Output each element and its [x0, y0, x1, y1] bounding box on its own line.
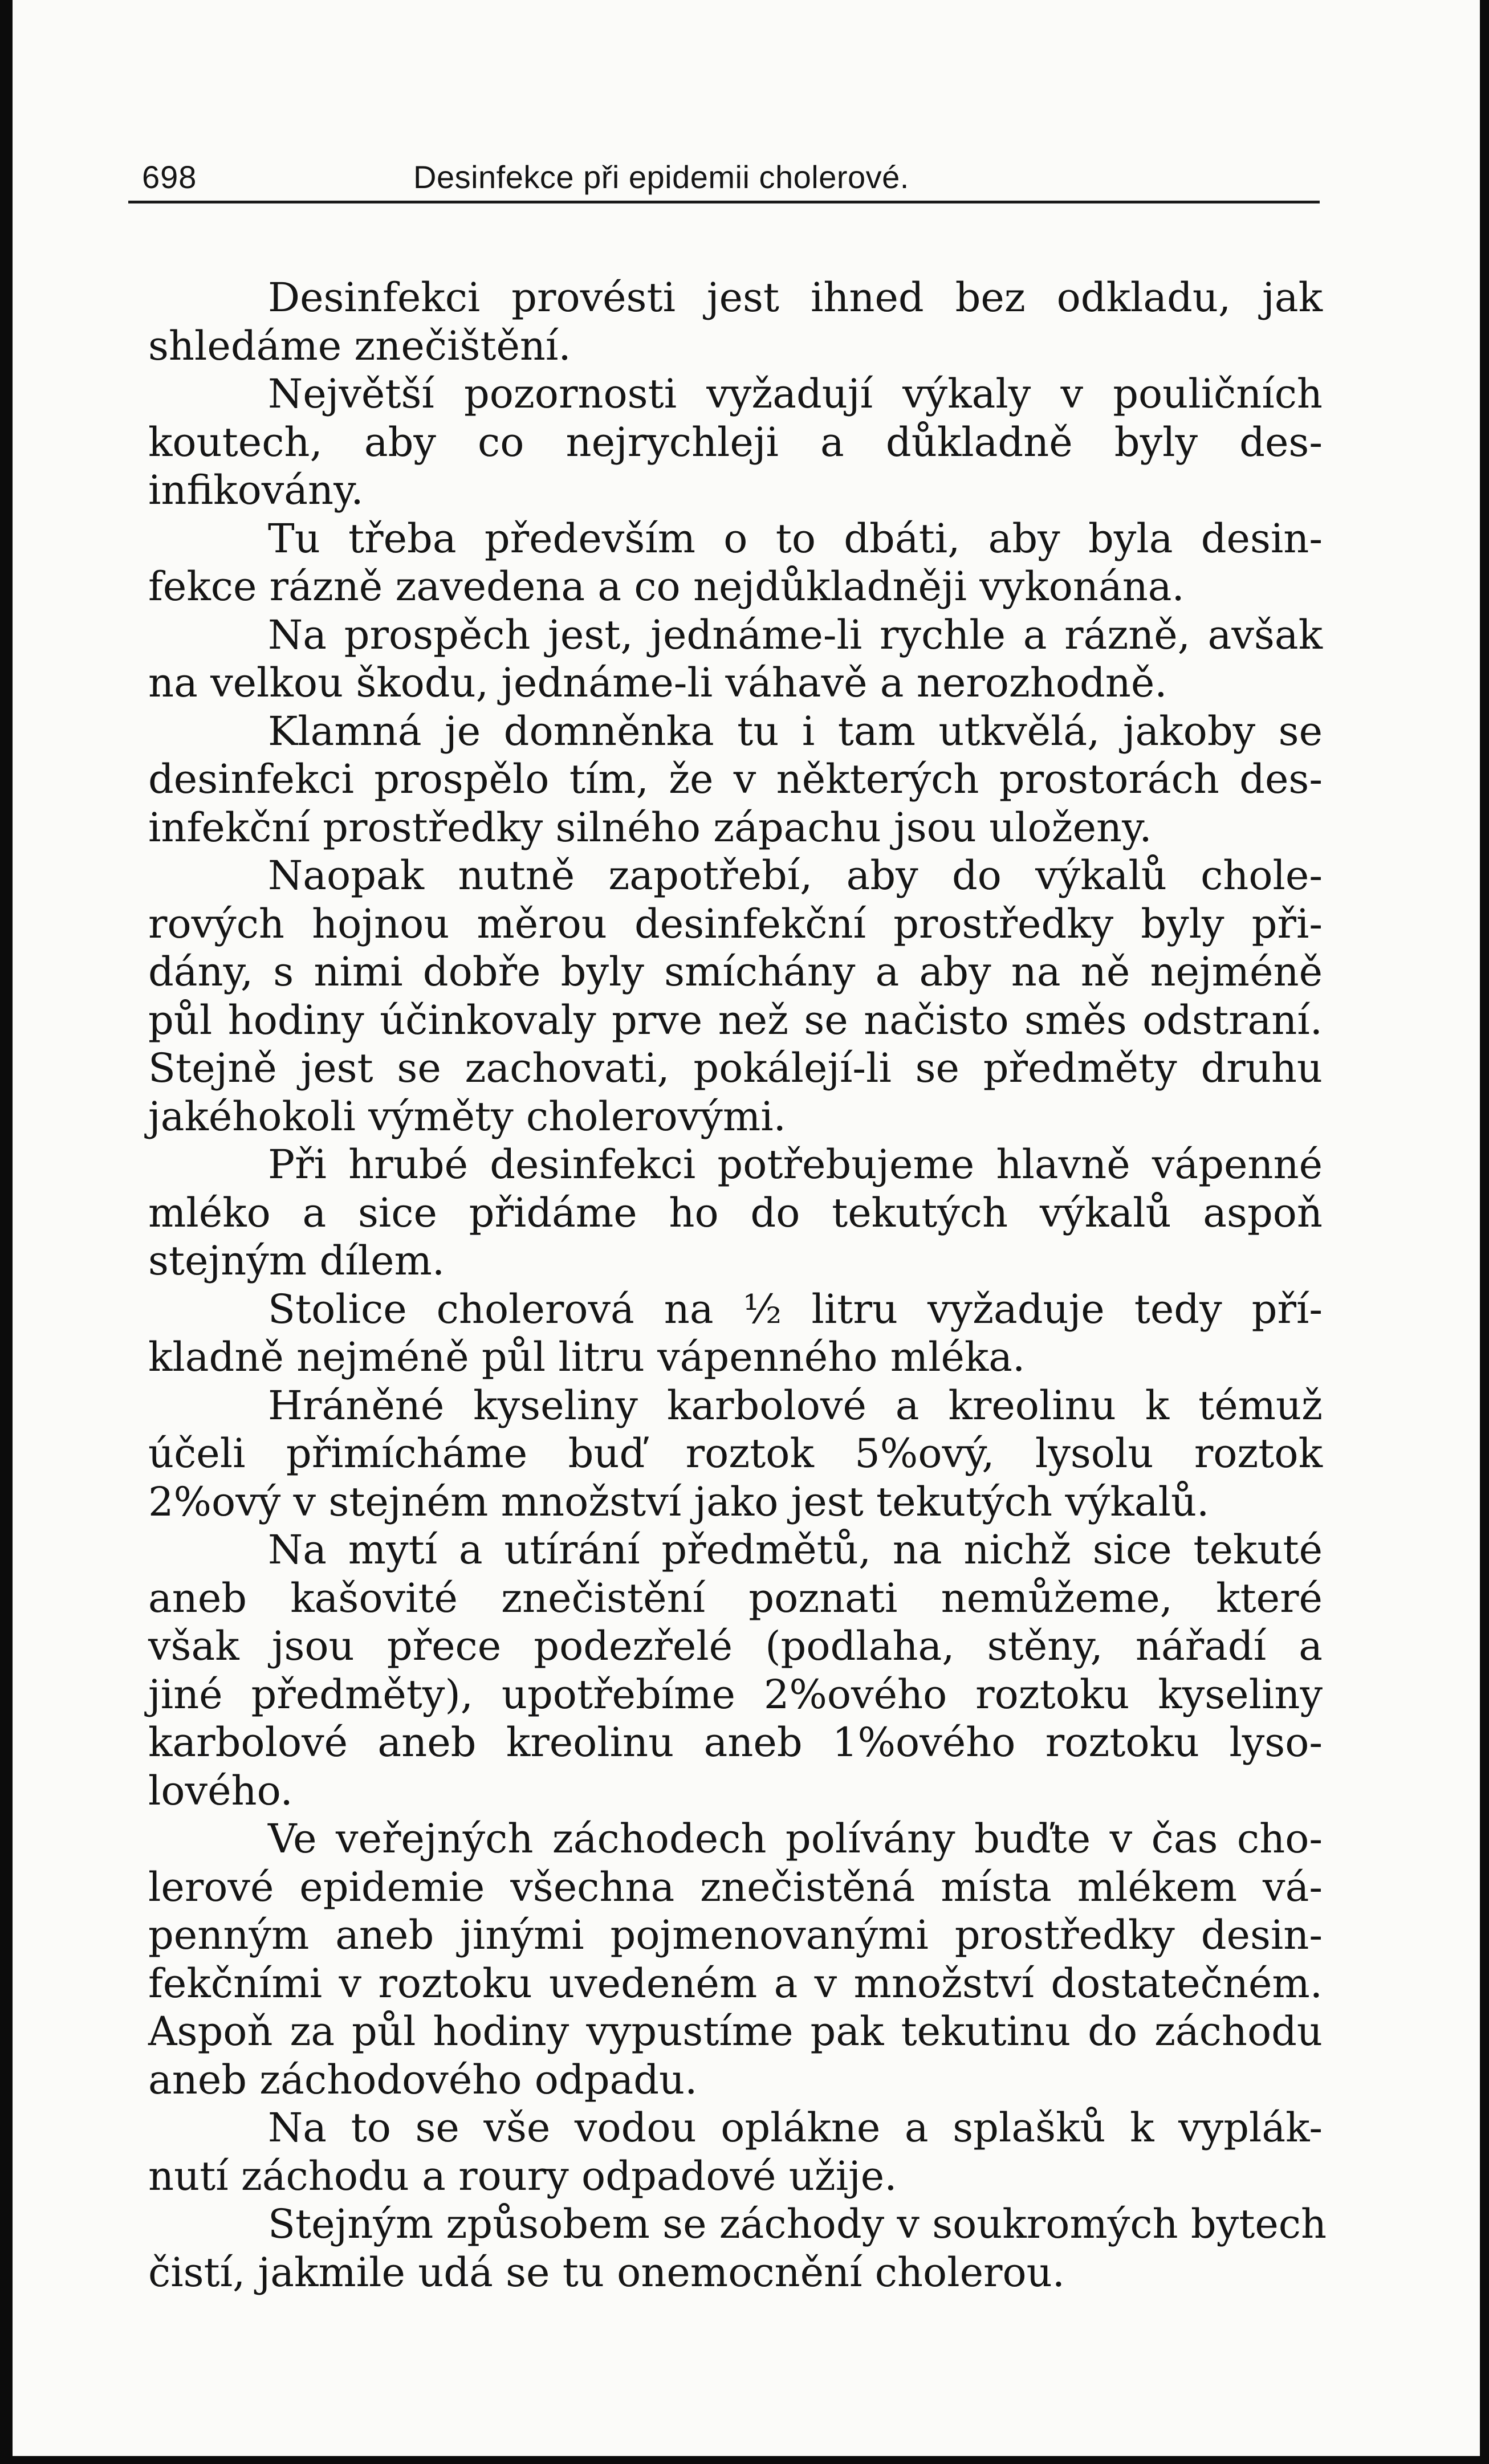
text-line: lerové epidemie všechna znečistěná místa mlékem vá- [148, 1863, 1323, 1911]
text-line: mléko a sice přidáme ho do tekutých výkalů aspoň [148, 1189, 1323, 1236]
text-line: Stejně jest se zachovati, pokálejí-li se předměty druhu [148, 1045, 1323, 1092]
text-line: Desinfekci provésti jest ihned bez odkladu, jak [268, 274, 1323, 321]
text-line: čistí, jakmile udá se tu onemocnění cholerou. [148, 2249, 1065, 2296]
text-line: kladně nejméně půl litru vápenného mléka. [148, 1334, 1026, 1380]
text-line: účeli přimícháme buď roztok 5%ový, lysolu roztok [148, 1430, 1323, 1477]
text-line: fekčními v roztoku uvedeném a v množství dostatečném. [148, 1960, 1323, 2007]
text-line: na velkou škodu, jednáme-li váhavě a nerozhodně. [148, 659, 1167, 706]
text-line: shledáme znečištění. [148, 322, 571, 369]
text-line: desinfekci prospělo tím, že v některých prostorách des- [148, 756, 1323, 803]
text-line: půl hodiny účinkovaly prve než se načisto směs odstraní. [148, 996, 1323, 1044]
text-line: Na to se vše vodou opláknе a splašků k vyplák- [268, 2104, 1323, 2151]
scan-border-left [0, 0, 13, 2464]
text-line: aneb záchodového odpadu. [148, 2056, 698, 2103]
text-line: rových hojnou měrou desinfekční prostředky byly při- [148, 900, 1323, 947]
text-line: jiné předměty), upotřebíme 2%ového roztoku kyseliny [148, 1671, 1323, 1718]
text-line: stejným dílem. [148, 1237, 445, 1284]
text-line: Na prospěch jest, jednáme-li rychle a rázně, avšak [268, 611, 1323, 658]
text-line: karbolové aneb kreolinu aneb 1%ového roztoku lyso- [148, 1719, 1323, 1766]
text-line: aneb kašovité znečistění poznati nemůžeme, které [148, 1574, 1323, 1622]
text-line: penným aneb jinými pojmenovanými prostředky desin- [148, 1912, 1323, 1958]
text-line: fekce rázně zavedena a co nejdůkladněji vykonána. [148, 563, 1185, 610]
text-line: dány, s nimi dobře byly smíchány a aby na ně nejméně [148, 948, 1323, 995]
scan-border-right [1480, 0, 1489, 2464]
text-line: Hráněné kyseliny karbolové a kreolinu k témuž [268, 1382, 1323, 1429]
page-header [128, 154, 1320, 203]
text-line: Ve veřejných záchodech polívány buďte v čas cho- [268, 1815, 1323, 1862]
text-line: Na mytí a utírání předmětů, na nichž sice tekuté [268, 1526, 1323, 1573]
text-line: koutech, aby co nejrychleji a důkladně byly des- [148, 418, 1323, 466]
text-line: Při hrubé desinfekci potřebujeme hlavně vápenné [268, 1141, 1323, 1188]
text-line: infikovány. [148, 467, 364, 514]
text-line: Aspoň za půl hodiny vypustíme pak tekutinu do záchodu [148, 2008, 1323, 2055]
text-line: Stejným způsobem se záchody v soukromých bytech [268, 2201, 1327, 2247]
text-line: Klamná je domněnka tu i tam utkvělá, jakoby se [268, 707, 1323, 755]
text-line: lového. [148, 1767, 293, 1814]
scan-border-bottom [0, 2456, 1489, 2464]
running-title: Desinfekce při epidemii cholerové. [413, 159, 909, 195]
text-line: jakéhokoli výměty cholerovými. [148, 1093, 786, 1140]
page-number: 698 [142, 159, 197, 195]
text-line: Naopak nutně zapotřebí, aby do výkalů chole- [268, 852, 1323, 899]
text-line: nutí záchodu a roury odpadové užije. [148, 2152, 897, 2200]
text-line: Stolice cholerová na ½ litru vyžaduje tedy pří- [268, 1285, 1323, 1333]
text-line: infekční prostředky silného zápachu jsou uloženy. [148, 804, 1152, 851]
text-line: však jsou přece podezřelé (podlaha, stěny, nářadí a [148, 1623, 1323, 1669]
text-line: 2%ový v stejném množství jako jest tekutých výkalů. [148, 1478, 1210, 1525]
text-line: Tu třeba především o to dbáti, aby byla desin- [268, 515, 1323, 562]
body-text [148, 274, 1327, 2296]
text-line: Největší pozornosti vyžadují výkaly v pouličních [268, 370, 1323, 417]
